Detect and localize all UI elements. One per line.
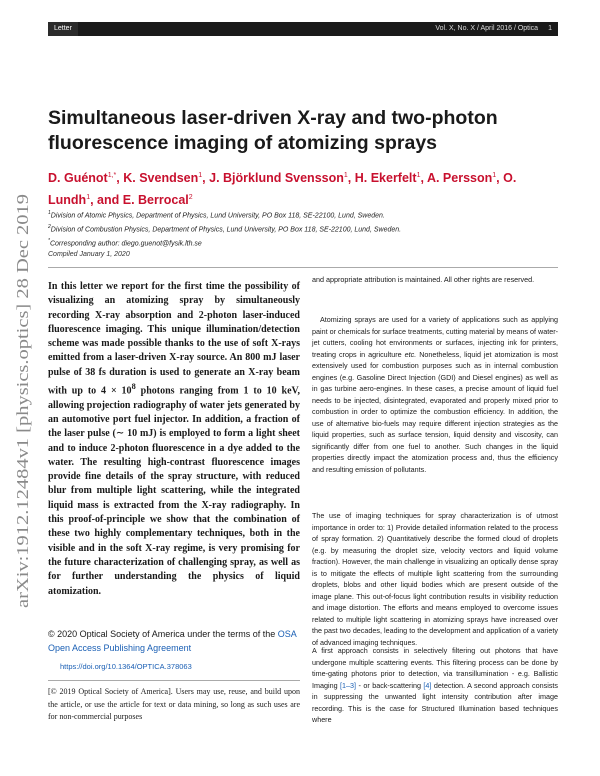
author-name: , and E. Berrocal [90,193,189,208]
affiliations [48,208,558,249]
body-text: A first approach consists in selectively filtering out photons that have undergone multiple scattering events. This filtering process can be done by time-gating photons prior to detection, via transillumination - e.g. Ballistic Imaging [312,646,558,690]
arxiv-stamp-graphic [8,192,36,608]
copyright-note: [© 2019 Optical Society of America]. Users may use, reuse, and build upon the article, or use the article for text or data mining, so long as such uses are for non-commercial purposes [48,687,300,721]
author-affil-mark: 1 [416,172,421,179]
author-list [48,166,558,210]
compiled-date: Compiled January 1, 2020 [48,251,130,258]
license-text: © 2020 Optical Society of America under the terms of the [48,629,278,639]
affil-text: Division of Atomic Physics, Department of Physics, Lund University, PO Box 118, SE-22100, Lund, Sweden. [50,212,385,220]
abstract-text: photons ranging from 1 to 10 keV, allowing projection radiography of water jets generated by an automotive port fuel injector. In addition, a fraction of the laser pulse (∼ 10 mJ) is employed to form a light sheet and to induce 2-photon fluorescence in a dye added to the water. The resulting high-contrast fluorescence images provide fine details of the spray structure, with reduced blur from multiple light scattering, while the integrated liquid mass is extracted from the X-ray radiography. In this proof-of-principle we show that the combination of these two highly complementary techniques, both in the visible and in the soft X-ray regime, is very promising for the future characterization of challenging spray, as well as for further understanding the physics of liquid atomization. [48,385,300,597]
author-name: D. Guénot [48,171,108,186]
citation-link[interactable]: [1–3] [340,680,357,690]
affil-mark: * [48,237,50,244]
article-type-tag: Letter [48,22,78,36]
citation-link[interactable]: [4] [423,680,432,690]
affiliation-2 [48,222,558,236]
affil-mark: 1 [48,210,51,216]
body-text-italic: etc. [404,349,417,359]
arxiv-stamp-text: arXiv:1912.12484v1 [physics.optics] 28 Dec 2019 [13,264,32,608]
body-text: detection. A second approach consists in suppressing the unwanted light intensity contribution after image recording. This is the case for Structured Illumination based techniques where [312,680,559,724]
author-name: , O. Lundh [48,171,517,208]
paper-title: Simultaneous laser-driven X-ray and two-photon fluorescence imaging of atomizing sprays [48,107,498,154]
divider [48,267,558,268]
body-paragraph-4 [312,645,558,726]
author-affil-mark: 1 [492,172,497,179]
affiliation-1 [48,208,558,222]
corresponding-author [48,236,558,250]
license-statement [48,627,300,655]
divider [48,680,300,681]
arxiv-stamp [8,192,36,608]
body-text: Nonetheless, liquid jet atomization is most extensively used for combustion purposes such as in internal combustion engines (e.g. Gasoline Direct Injection (GDI) and Diesel engines) as well as in gas turbine aero-engines. In these cases, a precise amount of liquid fuel needs to be injected, disintegrated, evaporated and properly mixed prior to combustion in order to optimize the combustion efficiency. In addition, the use of alternative bio-fuels may require different injection strategies as the liquid properties, such as surface tension, liquid density and viscosity, can significantly differ from one fuel to another. Such changes in the liquid properties directly impact the atomization process and, thus the efficiency and resulting emission of pollutants. [312,349,558,474]
author-name: , H. Ekerfelt [347,171,417,186]
affil-text: Division of Combustion Physics, Department of Physics, Lund University, PO Box 118, SE-22100, Lund, Sweden. [50,226,402,234]
author-affil-mark: 1 [343,172,348,179]
abstract-text: In this letter we report for the first time the possibility of visualizing an atomizing spray by simultaneously recording X-ray absorption and 2-photon laser-induced fluorescence imaging. This unique illumination/detection scheme was made possible thanks to the use of soft X-rays emitted from a laser-driven X-ray source. An 800 mJ laser pulse of 38 fs duration is used to generate an X-ray beam with up to 4 × 10 [48,281,300,397]
journal-info [435,22,552,36]
author-name: , J. Björklund Svensson [202,171,344,186]
author-affil-mark: 2 [188,194,193,202]
journal-citation: Vol. X, No. X / April 2016 / Optica [435,25,539,32]
license-link[interactable]: OSA Open Access Publishing Agreement [48,629,297,653]
doi-link[interactable]: https://doi.org/10.1364/OPTICA.378063 [60,662,192,671]
body-paragraph-3: The use of imaging techniques for spray characterization is of utmost importance in order to: 1) Provide detailed information related to the process of spray formation. 2) Quantitatively describe the formed cloud of droplets (e.g. by measuring the droplet size, velocity vectors and liquid volume fraction). However, the main challenge in visualizing an optically dense spray is to mitigate the effects of multiple light scattering from the surrounding droplets, blobs and other liquid bodies which are present outside of the image plane. This out-of-focus light contribution results in visibility reduction and image distortion. The efforts and means employed to overcome issues related to multiple light scattering in atomizing sprays have increased over the past two decades, leading to the development and application of a variety of advanced imaging techniques. [312,511,558,647]
author-affil-mark: 1 [198,172,203,179]
author-name: , A. Persson [420,171,493,186]
body-text: Atomizing sprays are used for a variety of applications such as applying paint or chemicals for surface treatments, cutting material by means of water-jet cutters, cooling hot environments or surfaces, injecting ink for printers, treating crops in agriculture [312,315,558,359]
body-paragraph-1: and appropriate attribution is maintained. All other rights are reserved. [312,275,535,284]
page-number: 1 [548,25,552,32]
body-paragraph-2 [312,314,558,475]
author-affil-mark: 1,* [107,172,117,179]
running-header [48,22,558,36]
author-name: , K. Svendsen [116,171,199,186]
corresponding-text: Corresponding author: diego.guenot@fysik.lth.se [49,239,202,247]
body-text: - or back-scattering [356,680,424,690]
author-affil-mark: 1 [86,194,91,202]
abstract-exponent: 8 [131,382,136,392]
affil-mark: 2 [48,223,51,230]
abstract [48,280,300,599]
